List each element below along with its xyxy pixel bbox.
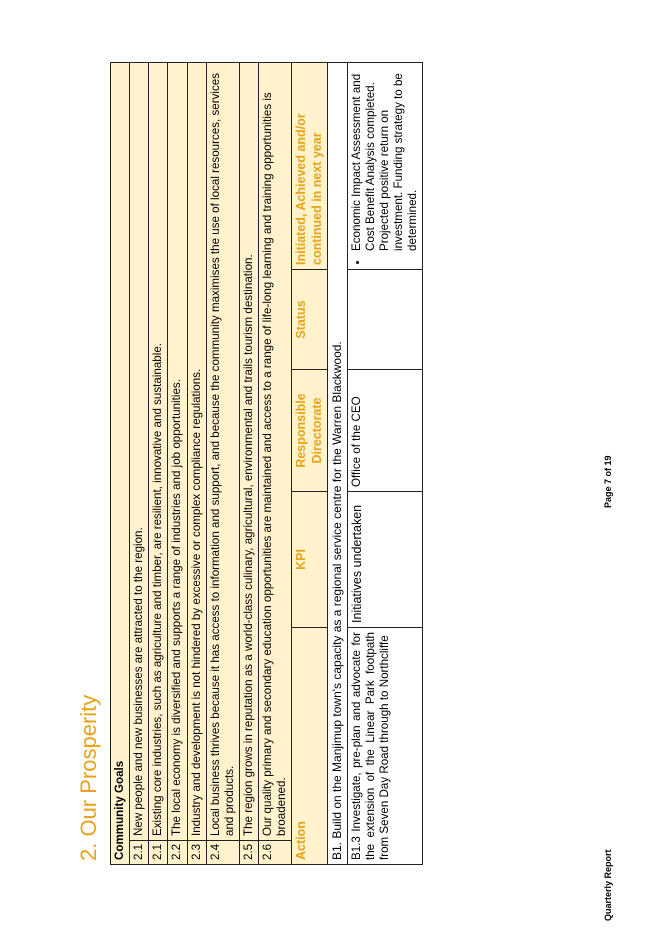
goal-number: 2.1	[149, 841, 168, 865]
goal-number: 2.6	[259, 841, 292, 865]
header-kpi: KPI	[292, 492, 328, 628]
goal-row	[187, 62, 206, 864]
goal-text: New people and new businesses are attracted to the region.	[130, 62, 149, 840]
goal-text: Local business thrives because it has access to information and support, and because the community maximises the use of local resources, services and products.	[206, 62, 239, 840]
goal-text: Industry and development is not hindered by excessive or complex compliance regulations.	[187, 62, 206, 840]
goal-number: 2.4	[206, 841, 239, 865]
action-row	[347, 62, 423, 864]
goal-text: Our quality primary and secondary education opportunities are maintained and access to a range of life-long learning and training opportunities is broadened.	[259, 62, 292, 840]
header-comment: Initiated, Achieved and/or continued in next year	[292, 62, 328, 269]
goal-row	[168, 62, 187, 864]
status-text	[347, 270, 423, 370]
kpi-text: Initiatives undertaken	[347, 492, 423, 628]
action-text: B1.3 Investigate, pre-plan and advocate for the extension of the Linear Park footpath from Seven Day Road through to Northcliffe	[347, 628, 423, 865]
comment-cell	[347, 62, 423, 269]
goal-row	[259, 62, 292, 864]
goals-header-row	[111, 62, 130, 864]
goal-text: The region grows in reputation as a world-class culinary, agricultural, environmental and trails tourism destination.	[239, 62, 258, 840]
column-header-row	[292, 62, 328, 864]
comment-list	[350, 67, 421, 265]
community-goals-title: Community Goals	[111, 62, 130, 864]
goal-number: 2.1	[130, 841, 149, 865]
comment-item: • Economic Impact Assessment and Cost Benefit Analysis completed. Projected positive return on investment. Funding strategy to be determined.	[350, 67, 421, 251]
objective-text: B1. Build on the Manjimup town's capacity as a regional service centre for the Warren Blackwood.	[327, 62, 347, 864]
goal-row	[206, 62, 239, 864]
goal-text: Existing core industries, such as agriculture and timber, are resilient, innovative and sustainable.	[149, 62, 168, 840]
goal-row	[239, 62, 258, 864]
goal-text: The local economy is diversified and supports a range of industries and job opportunities.	[168, 62, 187, 840]
header-responsible: Responsible Directorate	[292, 370, 328, 492]
responsible-text: Office of the CEO	[347, 370, 423, 492]
goal-row	[149, 62, 168, 864]
prosperity-table	[110, 62, 423, 865]
goal-number: 2.5	[239, 841, 258, 865]
footer-report-name: Quarterly Report	[603, 849, 613, 921]
goal-number: 2.3	[187, 841, 206, 865]
header-status: Status	[292, 270, 328, 370]
page-title: 2. Our Prosperity	[76, 694, 101, 861]
goal-number: 2.2	[168, 841, 187, 865]
footer-page-number: Page 7 of 19	[603, 455, 613, 508]
goal-row	[130, 62, 149, 864]
header-action: Action	[292, 628, 328, 865]
objective-row	[327, 62, 347, 864]
